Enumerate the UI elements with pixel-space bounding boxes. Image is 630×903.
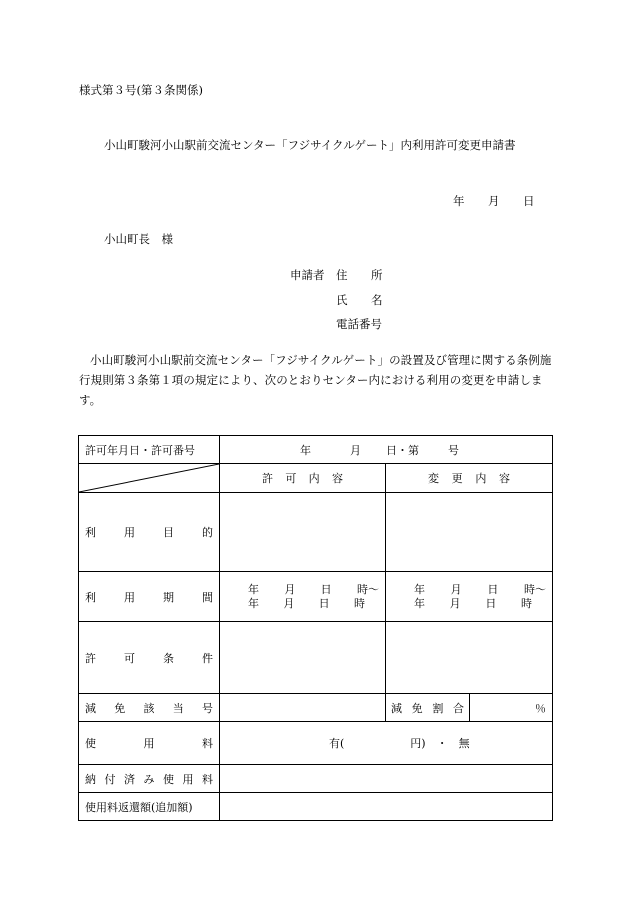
period-char: 間 <box>202 590 213 604</box>
paid-fee-char: 用 <box>182 772 194 786</box>
date-year-label: 年 <box>453 194 465 208</box>
reduction-no-label <box>79 694 220 722</box>
period-year: 年 <box>414 582 425 596</box>
period-row <box>79 572 553 622</box>
col-permitted-char: 容 <box>331 472 343 485</box>
period-start-line <box>220 583 385 597</box>
paid-fee-char: 使 <box>163 772 174 786</box>
conditions-permitted-cell[interactable] <box>220 622 386 694</box>
reduction-char: 号 <box>202 701 213 715</box>
period-end-line <box>386 597 552 611</box>
reduction-char: 当 <box>172 701 184 715</box>
conditions-changed-cell[interactable] <box>386 622 553 694</box>
address-label-1: 住 <box>336 268 348 282</box>
period-month: 月 <box>284 582 296 596</box>
period-day: 日 <box>318 596 330 610</box>
period-end-line <box>220 597 385 611</box>
fee-row <box>79 722 553 765</box>
permit-date-value[interactable] <box>220 436 553 464</box>
period-hour-from: 時～ <box>356 582 379 596</box>
paid-fee-char: 料 <box>202 772 213 786</box>
period-day: 日 <box>487 582 499 596</box>
paid-fee-value[interactable] <box>220 765 553 793</box>
col-changed-char: 変 <box>428 472 439 485</box>
col-permitted-char: 可 <box>285 472 297 485</box>
address-label-2: 所 <box>371 268 383 282</box>
conditions-row <box>79 622 553 694</box>
conditions-label <box>79 622 220 694</box>
col-changed-char: 更 <box>451 472 463 485</box>
purpose-label <box>79 493 220 572</box>
period-day: 日 <box>485 596 497 610</box>
fee-char: 用 <box>143 737 155 750</box>
header-row <box>79 464 553 493</box>
period-hour-from: 時～ <box>523 582 546 596</box>
fee-char: 料 <box>202 737 213 750</box>
col-changed-char: 容 <box>498 472 510 485</box>
purpose-row <box>79 493 553 572</box>
reduction-no-value[interactable] <box>220 694 386 722</box>
rate-char: 合 <box>452 701 464 715</box>
diagonal-header-cell <box>79 464 220 493</box>
purpose-char: 利 <box>85 526 96 539</box>
refund-label: 使用料返還額(追加額) <box>79 793 220 821</box>
paid-fee-char: 付 <box>104 772 116 786</box>
reduction-char: 該 <box>143 701 155 715</box>
permit-month: 月 <box>350 443 361 457</box>
col-changed-header <box>386 464 553 493</box>
paid-fee-char: み <box>143 772 155 786</box>
purpose-char: 的 <box>202 526 213 539</box>
paid-fee-char: 納 <box>85 772 96 786</box>
conditions-char: 可 <box>124 651 135 665</box>
reduction-row <box>79 694 553 722</box>
applicant-label: 申請者 <box>290 268 325 282</box>
rate-char: 減 <box>391 701 402 715</box>
reduction-char: 減 <box>85 701 96 715</box>
fee-label <box>79 722 220 765</box>
reduction-rate-label <box>386 694 470 722</box>
percent-sign: ％ <box>535 701 546 715</box>
purpose-char: 用 <box>124 526 135 539</box>
diagonal-line <box>79 464 219 492</box>
form-number: 様式第３号(第３条関係) <box>79 83 203 97</box>
period-label <box>79 572 220 622</box>
permit-date-label: 許可年月日・許可番号 <box>79 436 220 464</box>
period-char: 期 <box>163 590 174 604</box>
date-month-label: 月 <box>488 194 500 208</box>
period-permitted-cell[interactable] <box>220 572 386 622</box>
paid-fee-label <box>79 765 220 793</box>
purpose-char: 目 <box>163 526 174 539</box>
period-month: 月 <box>283 596 295 610</box>
paid-fee-row <box>79 765 553 793</box>
purpose-permitted-cell[interactable] <box>220 493 386 572</box>
document-title: 小山町駿河小山駅前交流センター「フジサイクルゲート」内利用許可変更申請書 <box>104 138 516 152</box>
conditions-char: 件 <box>202 651 213 665</box>
col-permitted-char: 許 <box>262 472 273 485</box>
period-month: 月 <box>449 596 461 610</box>
reduction-char: 免 <box>114 701 126 715</box>
period-month: 月 <box>450 582 462 596</box>
period-year: 年 <box>248 582 259 596</box>
request-statement: 小山町駿河小山駅前交流センター「フジサイクルゲート」の設置及び管理に関する条例施行規則第３条第１項の規定により、次のとおりセンター内における利用の変更を申請します。 <box>79 353 552 407</box>
fee-yes-no: 有( 円) ・ 無 <box>328 737 470 750</box>
permit-number-suffix: 号 <box>448 443 459 457</box>
conditions-char: 許 <box>85 651 96 665</box>
refund-row <box>79 793 553 821</box>
reduction-rate-value[interactable] <box>470 694 553 722</box>
date-day-label: 日 <box>523 194 535 208</box>
period-hour-to: 時 <box>353 596 365 610</box>
period-char: 利 <box>85 590 96 604</box>
period-changed-cell[interactable] <box>386 572 553 622</box>
fee-char: 使 <box>85 737 96 750</box>
period-start-line <box>386 583 552 597</box>
period-hour-to: 時 <box>520 596 532 610</box>
application-table <box>78 435 553 821</box>
phone-label: 電話番号 <box>336 317 382 331</box>
col-changed-char: 内 <box>475 472 487 485</box>
permit-year: 年 <box>300 443 311 457</box>
paid-fee-char: 済 <box>124 772 135 786</box>
col-permitted-char: 内 <box>308 472 320 485</box>
col-permitted-header <box>220 464 386 493</box>
purpose-changed-cell[interactable] <box>386 493 553 572</box>
permit-date-row <box>79 436 553 464</box>
period-year: 年 <box>248 596 259 610</box>
fee-value[interactable] <box>220 722 553 765</box>
period-day: 日 <box>320 582 332 596</box>
rate-char: 免 <box>411 701 423 715</box>
conditions-char: 条 <box>163 651 174 665</box>
refund-value[interactable] <box>220 793 553 821</box>
permit-day-no: 日・第 <box>386 443 419 457</box>
period-char: 用 <box>124 590 135 604</box>
period-year: 年 <box>414 596 425 610</box>
name-label-1: 氏 <box>336 293 348 307</box>
addressee: 小山町長 様 <box>104 232 173 246</box>
rate-char: 割 <box>432 701 444 715</box>
name-label-2: 名 <box>371 293 383 307</box>
